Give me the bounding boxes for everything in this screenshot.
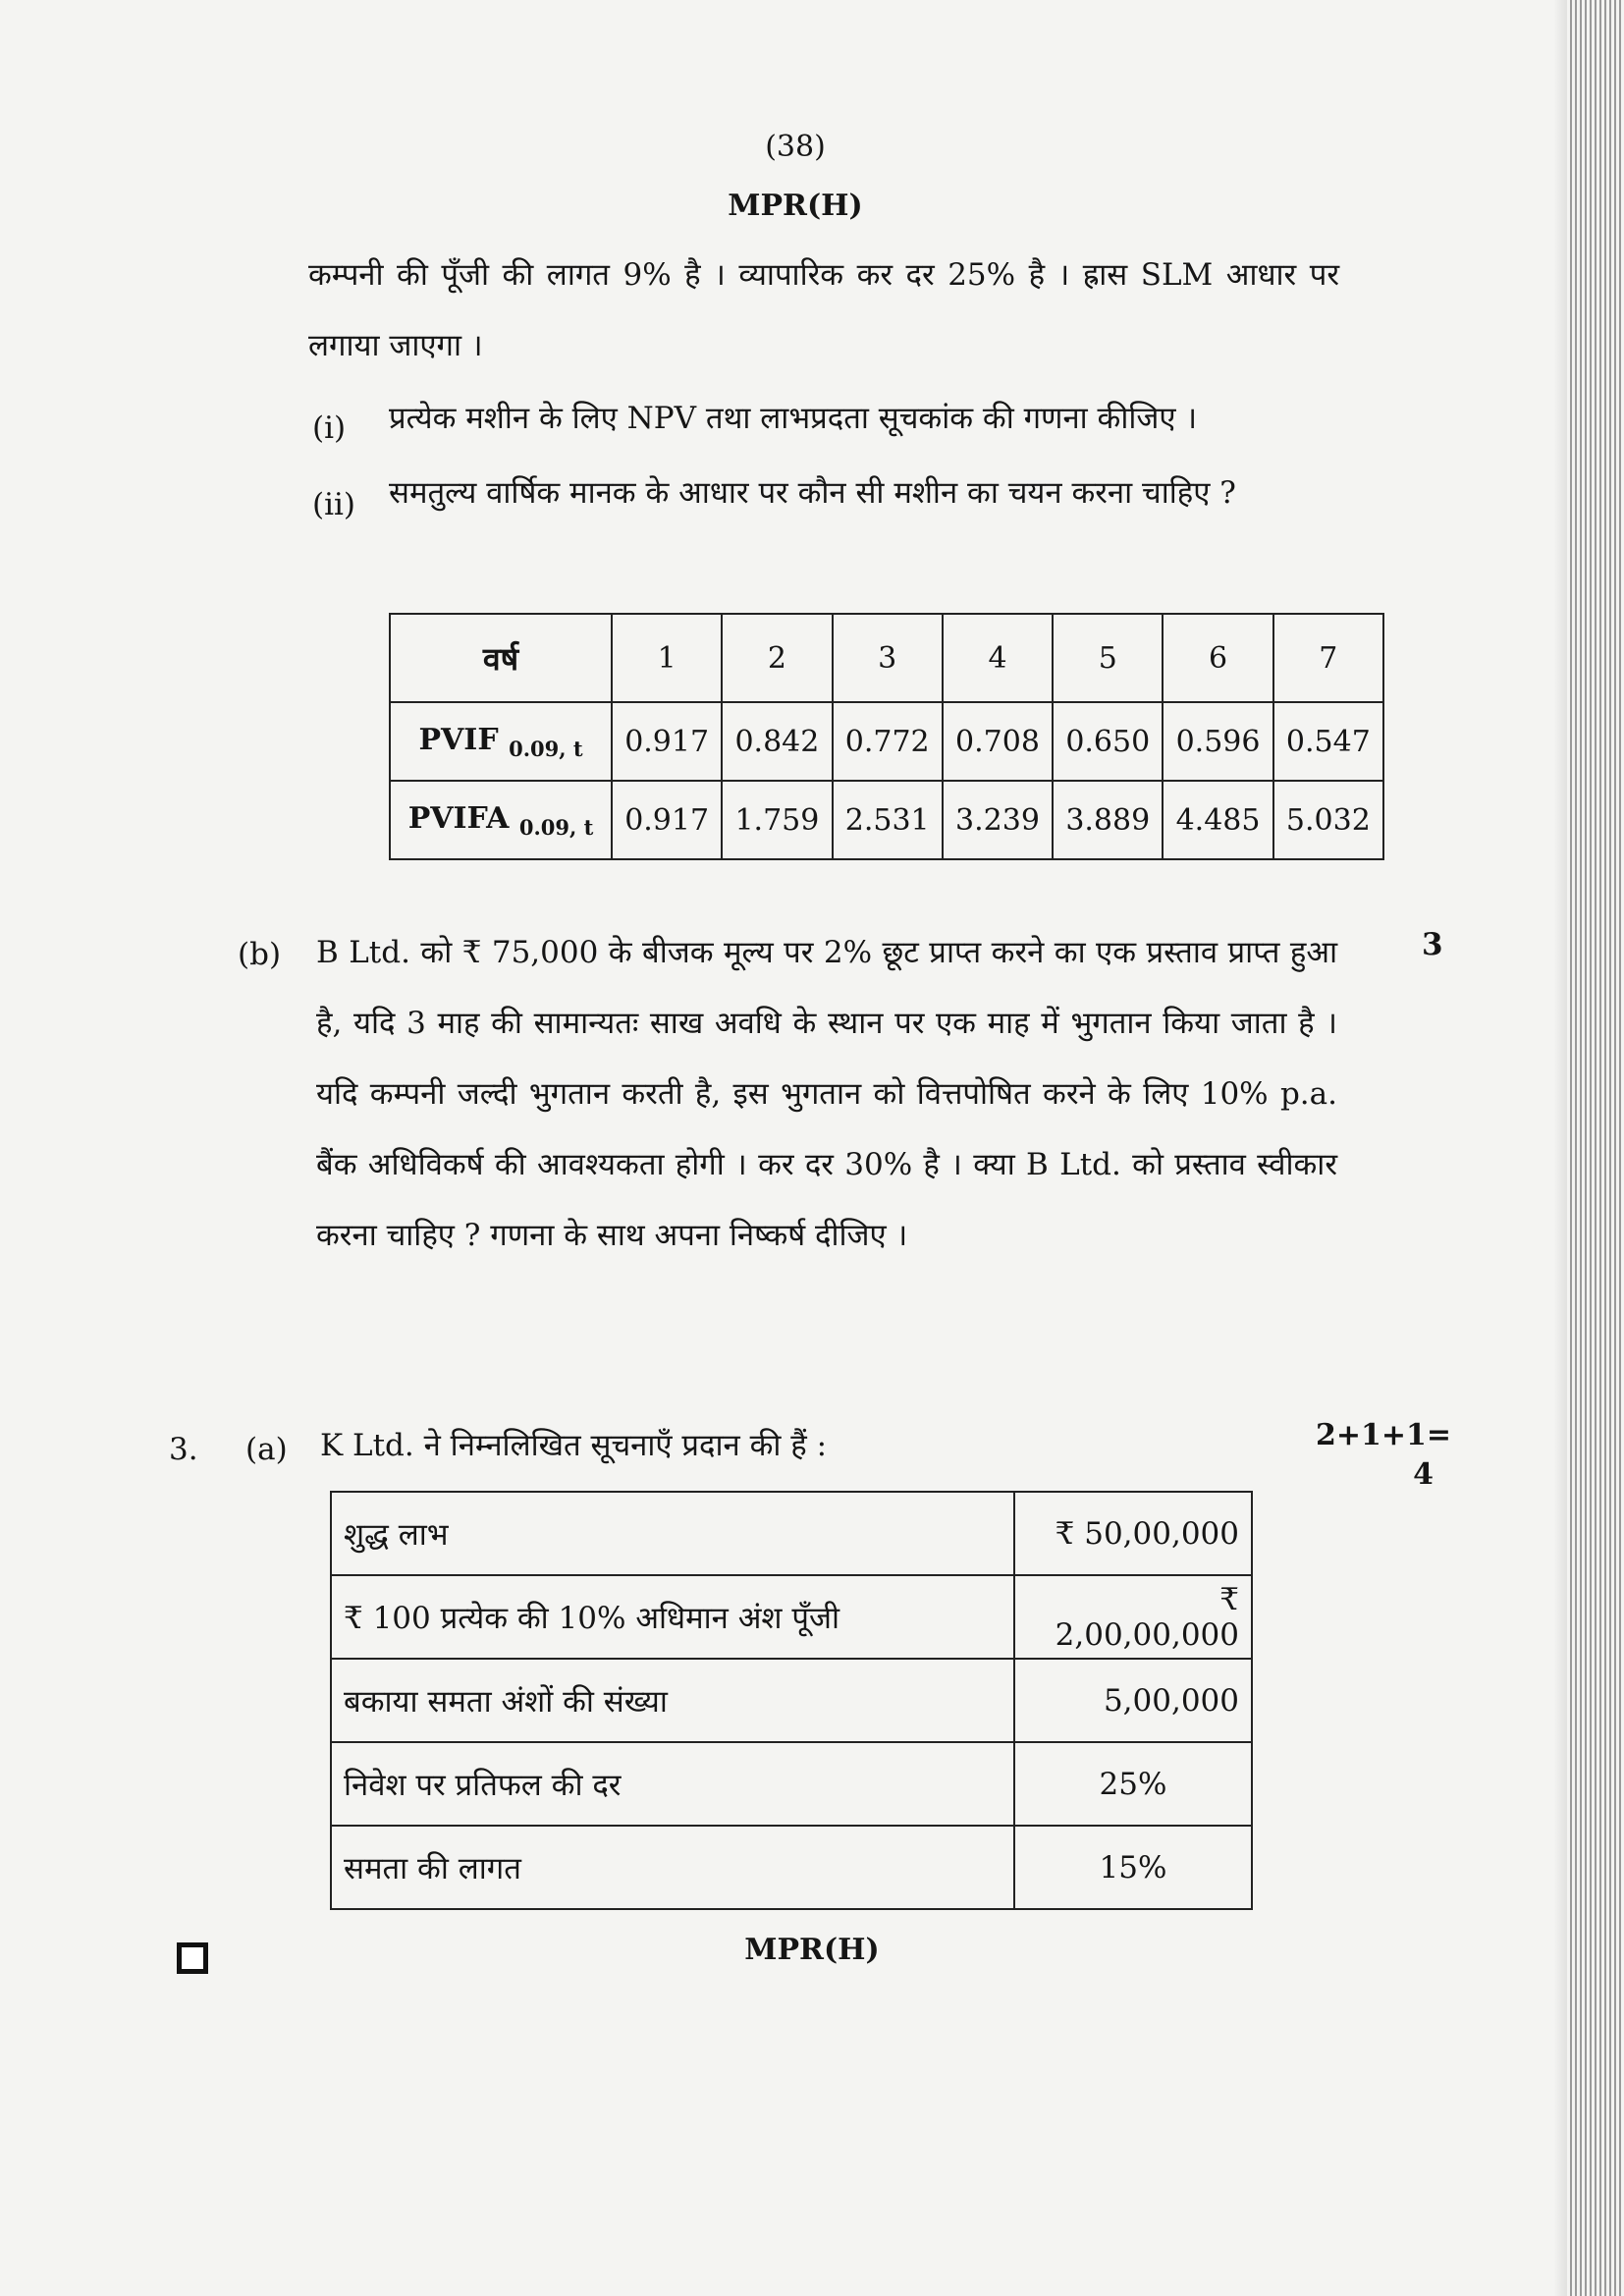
info-value: ₹ 2,00,00,000 xyxy=(1014,1575,1252,1659)
table-row xyxy=(331,1575,1252,1659)
year-cell: 3 xyxy=(833,614,943,702)
table-row xyxy=(331,1742,1252,1826)
info-value: 25% xyxy=(1014,1742,1252,1826)
pvif-value: 0.772 xyxy=(833,702,943,781)
subpart-i-marker: (i) xyxy=(312,410,347,446)
marks-total: 4 xyxy=(1413,1457,1434,1492)
paper-code-header: MPR(H) xyxy=(728,189,863,223)
pvif-value: 0.842 xyxy=(722,702,832,781)
pvifa-label: PVIFA $_{0.09, t}$ xyxy=(390,781,612,859)
year-cell: 1 xyxy=(612,614,722,702)
marks-breakdown: 2+1+1= xyxy=(1316,1418,1452,1452)
pvifa-value: 2.531 xyxy=(833,781,943,859)
pvifa-value: 1.759 xyxy=(722,781,832,859)
question-3a-marks xyxy=(1316,1416,1452,1495)
year-cell: 5 xyxy=(1053,614,1163,702)
info-label: समता की लागत xyxy=(331,1826,1014,1909)
info-value: 5,00,000 xyxy=(1014,1659,1252,1742)
info-value: 15% xyxy=(1014,1826,1252,1909)
pvif-value: 0.917 xyxy=(612,702,722,781)
pvifa-value: 3.239 xyxy=(943,781,1053,859)
year-header: वर्ष xyxy=(390,614,612,702)
question-3a-marker: (a) xyxy=(245,1432,288,1467)
info-label: बकाया समता अंशों की संख्या xyxy=(331,1659,1014,1742)
info-value: ₹ 50,00,000 xyxy=(1014,1492,1252,1575)
pvifa-value: 0.917 xyxy=(612,781,722,859)
info-label: ₹ 100 प्रत्येक की 10% अधिमान अंश पूँजी xyxy=(331,1575,1014,1659)
question-2b-marker: (b) xyxy=(238,937,282,972)
year-cell: 6 xyxy=(1163,614,1272,702)
pvif-row xyxy=(390,702,1383,781)
k-ltd-info-table xyxy=(330,1491,1253,1910)
pvifa-row xyxy=(390,781,1383,859)
pvifa-value: 5.032 xyxy=(1273,781,1383,859)
pvif-value: 0.708 xyxy=(943,702,1053,781)
info-label: निवेश पर प्रतिफल की दर xyxy=(331,1742,1014,1826)
cost-of-capital-text: कम्पनी की पूँजी की लागत 9% है । व्यापारिक कर दर 25% है । ह्रास SLM आधार पर लगाया जाएगा । xyxy=(308,257,1339,363)
pvif-value: 0.547 xyxy=(1273,702,1383,781)
table-row xyxy=(331,1659,1252,1742)
question-2b-text: B Ltd. को ₹ 75,000 के बीजक मूल्य पर 2% छूट प्राप्त करने का एक प्रस्ताव प्राप्त हुआ है, यदि 3 माह की सामान्यतः साख अवधि के स्थान पर एक माह में भुगतान किया जाता है । यदि कम्पनी जल्दी भुगतान करती है, इस भुगतान को वित्तपोषित करने के लिए 10% p.a. बैंक अधिविकर्ष की आवश्यकता होगी । कर दर 30% है । क्या B Ltd. को प्रस्ताव स्वीकार करना चाहिए ? गणना के साथ अपना निष्कर्ष दीजिए । xyxy=(316,935,1337,1253)
subpart-ii-text: समतुल्य वार्षिक मानक के आधार पर कौन सी मशीन का चयन करना चाहिए ? xyxy=(389,475,1236,511)
pvifa-value: 3.889 xyxy=(1053,781,1163,859)
table-row xyxy=(331,1492,1252,1575)
pv-table-header-row xyxy=(390,614,1383,702)
year-cell: 2 xyxy=(722,614,832,702)
subpart-i-text: प्रत्येक मशीन के लिए NPV तथा लाभप्रदता सूचकांक की गणना कीजिए । xyxy=(389,401,1198,436)
page-number: (38) xyxy=(765,130,826,164)
question-3a-text: K Ltd. ने निम्नलिखित सूचनाएँ प्रदान की हैं : xyxy=(320,1428,828,1463)
subpart-ii-marker: (ii) xyxy=(312,487,356,522)
question-2b-marks: 3 xyxy=(1422,927,1443,962)
year-cell: 4 xyxy=(943,614,1053,702)
info-label: शुद्ध लाभ xyxy=(331,1492,1014,1575)
pvif-value: 0.596 xyxy=(1163,702,1272,781)
pvifa-value: 4.485 xyxy=(1163,781,1272,859)
pvif-value: 0.650 xyxy=(1053,702,1163,781)
pv-factor-table xyxy=(389,613,1384,860)
question-3-number: 3. xyxy=(169,1432,198,1467)
pvif-label: PVIF $_{0.09, t}$ xyxy=(390,702,612,781)
paper-code-footer: MPR(H) xyxy=(744,1933,880,1967)
table-row xyxy=(331,1826,1252,1909)
year-cell: 7 xyxy=(1273,614,1383,702)
